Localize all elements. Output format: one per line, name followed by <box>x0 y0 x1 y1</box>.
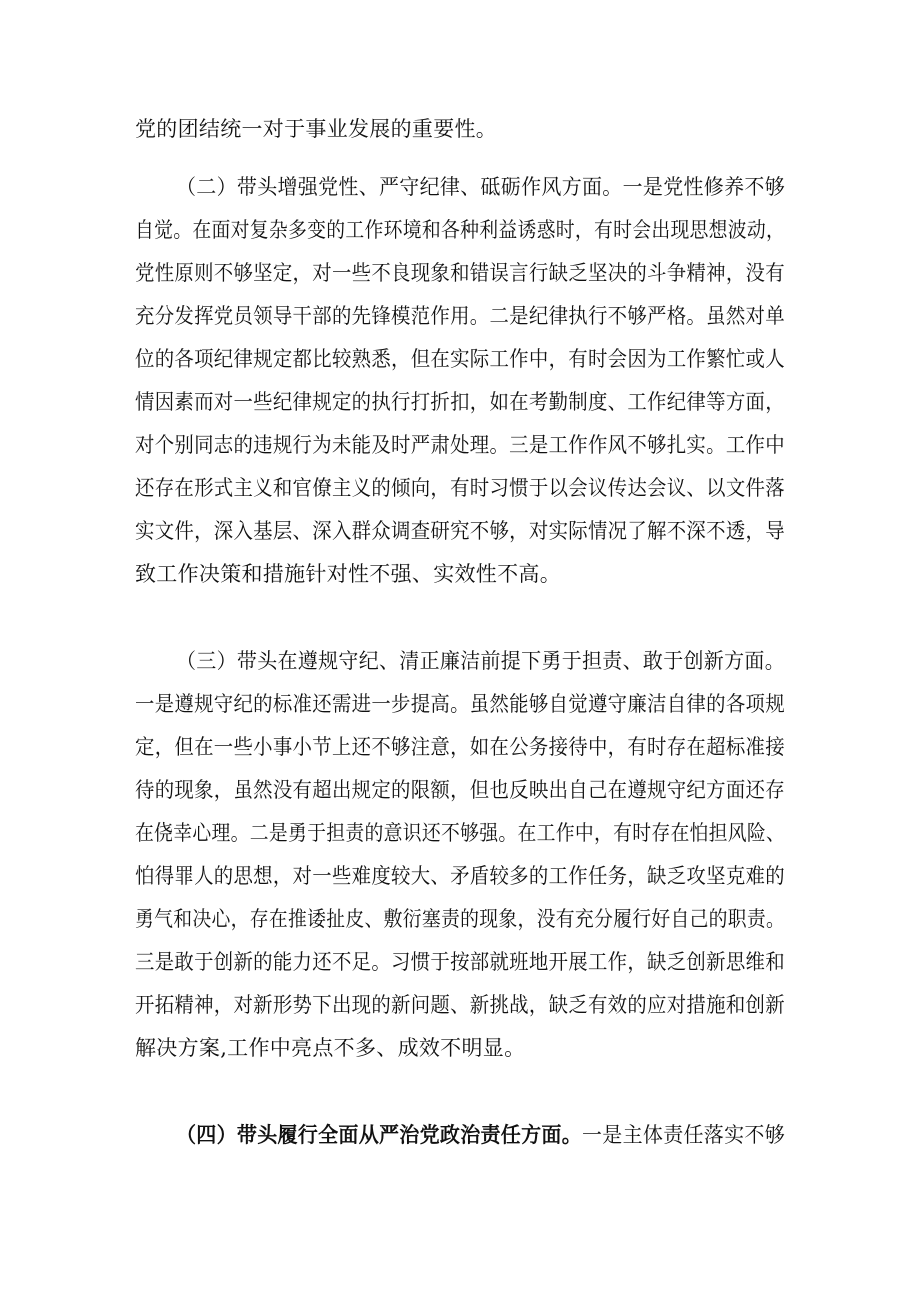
text-line: 对个别同志的违规行为未能及时严肃处理。三是工作作风不够扎实。工作中 <box>135 433 785 457</box>
text-line: 三是敢于创新的能力还不足。习惯于按部就班地开展工作，缺乏创新思维和 <box>135 950 785 974</box>
text-line: 党的团结统一对于事业发展的重要性。 <box>135 117 498 141</box>
text-run: 一是主体责任落实不够 <box>582 1123 785 1147</box>
text-line: 开拓精神，对新形势下出现的新问题、新挑战，缺乏有效的应对措施和创新 <box>135 993 785 1017</box>
text-line: 实文件，深入基层、深入群众调查研究不够，对实际情况了解不深不透，导 <box>135 519 785 543</box>
text-line: 一是遵规守纪的标准还需进一步提高。虽然能够自觉遵守廉洁自律的各项规 <box>135 692 785 716</box>
text-line: 自觉。在面对复杂多变的工作环境和各种利益诱惑时，有时会出现思想波动， <box>135 218 786 242</box>
text-line: 致工作决策和措施针对性不强、实效性不高。 <box>135 562 561 586</box>
text-line: 在侥幸心理。二是勇于担责的意识还不够强。在工作中，有时存在怕担风险、 <box>135 821 786 845</box>
text-line: 情因素而对一些纪律规定的执行打折扣，如在考勤制度、工作纪律等方面， <box>135 390 785 414</box>
text-line: 还存在形式主义和官僚主义的倾向，有时习惯于以会议传达会议、以文件落 <box>135 476 785 500</box>
text-line: 位的各项纪律规定都比较熟悉，但在实际工作中，有时会因为工作繁忙或人 <box>135 347 785 371</box>
paragraph-4-line <box>176 1120 785 1150</box>
text-line: （二）带头增强党性、严守纪律、砥砺作风方面。一是党性修养不够 <box>176 175 785 199</box>
text-line: 党性原则不够坚定，对一些不良现象和错误言行缺乏坚决的斗争精神，没有 <box>135 261 785 285</box>
text-line: 定，但在一些小事小节上还不够注意，如在公务接待中，有时存在超标准接 <box>135 735 785 759</box>
text-line: 待的现象，虽然没有超出规定的限额，但也反映出自己在遵规守纪方面还存 <box>135 778 785 802</box>
text-line: 怕得罪人的思想，对一些难度较大、矛盾较多的工作任务，缺乏攻坚克难的 <box>135 864 785 888</box>
section-heading-4: （四）带头履行全面从严治党政治责任方面。 <box>176 1122 582 1147</box>
text-line: 勇气和决心，存在推诿扯皮、敷衍塞责的现象，没有充分履行好自己的职责。 <box>135 907 786 931</box>
text-line: （三）带头在遵规守纪、清正廉洁前提下勇于担责、敢于创新方面。 <box>176 649 785 673</box>
text-line: 充分发挥党员领导干部的先锋模范作用。二是纪律执行不够严格。虽然对单 <box>135 304 785 328</box>
text-line: 解决方案,工作中亮点不多、成效不明显。 <box>135 1036 526 1060</box>
